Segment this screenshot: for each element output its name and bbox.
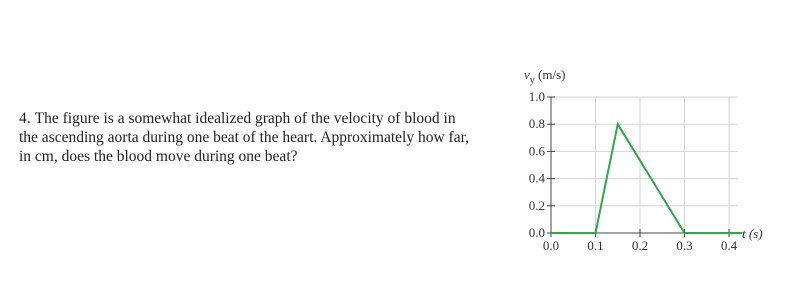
x-tick-label: 0.0 — [542, 238, 560, 253]
question-body: The figure is a somewhat idealized graph of the velocity of blood in the ascending aorta during one beat of the heart. Approximately how far, in cm, does the blood move during one beat? — [19, 110, 470, 165]
y-tick-label: 0.2 — [528, 197, 545, 213]
chart-axes — [551, 97, 738, 233]
y-label-unit: (m/s) — [534, 67, 566, 82]
y-tick-label: 0.8 — [528, 116, 545, 132]
chart-grid — [551, 97, 738, 233]
x-tick-label: 0.2 — [631, 238, 649, 253]
x-tick-label: 0.1 — [587, 238, 604, 253]
y-label-sub: y — [529, 75, 535, 86]
chart-ticks — [529, 89, 738, 253]
x-axis-label: t (s) — [742, 226, 763, 241]
y-tick-label: 0.6 — [528, 143, 545, 159]
question-number: 4. — [19, 110, 31, 127]
y-label-var: v — [524, 67, 530, 82]
y-axis-label — [524, 67, 565, 86]
y-tick-label: 0.0 — [528, 225, 545, 240]
x-tick-label: 0.3 — [676, 238, 693, 253]
y-tick-label: 1.0 — [528, 89, 545, 104]
y-tick-label: 0.4 — [528, 170, 545, 186]
x-tick-label: 0.4 — [720, 238, 738, 253]
